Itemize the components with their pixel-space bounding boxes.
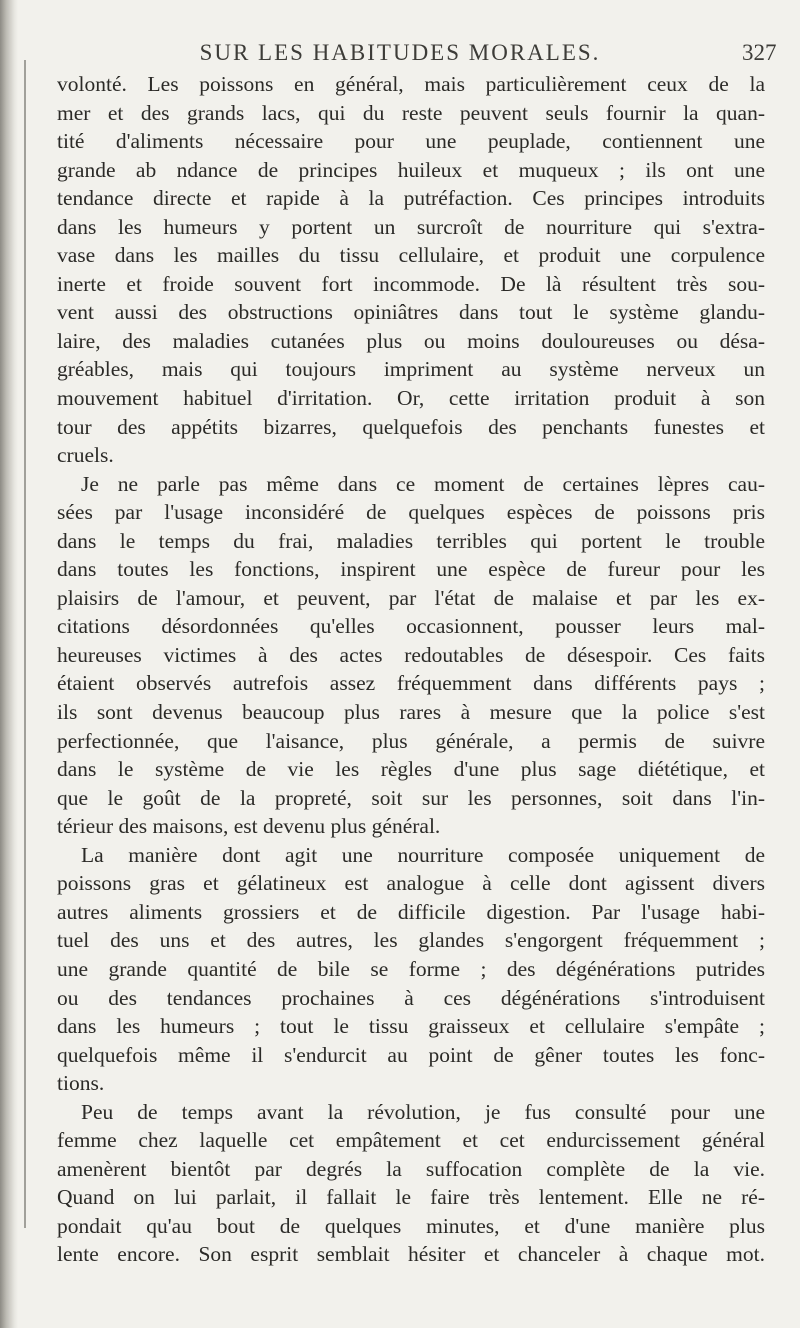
text-line: quelquefois même il s'endurcit au point de gêner toutes les fonc- xyxy=(57,1042,765,1067)
page-header xyxy=(0,40,800,72)
text-line: dans le système de vie les règles d'une plus sage diététique, et xyxy=(57,757,765,782)
text-line: heureuses victimes à des actes redoutables de désespoir. Ces faits xyxy=(57,642,765,667)
text-line: tour des appétits bizarres, quelquefois des penchants funestes et xyxy=(57,414,765,439)
text-line: volonté. Les poissons en général, mais particulièrement ceux de la xyxy=(57,72,765,96)
text-line: tité d'aliments nécessaire pour une peuplade, contiennent une xyxy=(57,129,765,154)
text-line: dans le temps du frai, maladies terribles qui portent le trouble xyxy=(57,528,765,553)
text-line: dans les humeurs ; tout le tissu graisseux et cellulaire s'empâte ; xyxy=(57,1014,765,1039)
text-line: poissons gras et gélatineux est analogue à celle dont agissent divers xyxy=(57,871,765,896)
text-line: perfectionnée, que l'aisance, plus générale, a permis de suivre xyxy=(57,728,765,753)
text-line: ils sont devenus beaucoup plus rares à mesure que la police s'est xyxy=(57,700,765,725)
text-line: inerte et froide souvent fort incommode. De là résultent très sou- xyxy=(57,271,765,296)
text-line: Peu de temps avant la révolution, je fus consulté pour une xyxy=(81,1099,765,1124)
text-line: femme chez laquelle cet empâtement et cet endurcissement général xyxy=(57,1128,765,1153)
text-line: tuel des uns et des autres, les glandes s'engorgent fréquemment ; xyxy=(57,928,765,953)
text-line: ou des tendances prochaines à ces dégénérations s'introduisent xyxy=(57,985,765,1010)
text-line: térieur des maisons, est devenu plus général. xyxy=(57,814,441,839)
text-line: La manière dont agit une nourriture composée uniquement de xyxy=(81,842,765,867)
text-line: dans toutes les fonctions, inspirent une espèce de fureur pour les xyxy=(57,557,765,582)
page-number: 327 xyxy=(742,40,777,65)
text-line: lente encore. Son esprit semblait hésiter et chanceler à chaque mot. xyxy=(57,1242,765,1267)
text-line: vent aussi des obstructions opiniâtres dans tout le système glandu- xyxy=(57,300,765,325)
text-line: cruels. xyxy=(57,443,114,468)
text-line: une grande quantité de bile se forme ; des dégénérations putrides xyxy=(57,956,765,981)
text-line: grande ab ndance de principes huileux et muqueux ; ils ont une xyxy=(57,157,765,182)
text-line: sées par l'usage inconsidéré de quelques espèces de poissons pris xyxy=(57,500,765,525)
text-line: que le goût de la propreté, soit sur les personnes, soit dans l'in- xyxy=(57,785,765,810)
page-binding-shadow xyxy=(0,0,18,1328)
text-line: vase dans les mailles du tissu cellulaire, et produit une corpulence xyxy=(57,243,765,268)
text-line: pondait qu'au bout de quelques minutes, et d'une manière plus xyxy=(57,1213,765,1238)
text-line: tions. xyxy=(57,1071,105,1096)
text-line: dans les humeurs y portent un surcroît de nourriture qui s'extra- xyxy=(57,214,765,239)
text-line: amenèrent bientôt par degrés la suffocation complète de la vie. xyxy=(57,1156,765,1181)
text-line: Quand on lui parlait, il fallait le faire très lentement. Elle ne ré- xyxy=(57,1185,765,1210)
page-binding-edge xyxy=(24,60,26,1228)
text-line: plaisirs de l'amour, et peuvent, par l'état de malaise et par les ex- xyxy=(57,585,765,610)
text-line: Je ne parle pas même dans ce moment de certaines lèpres cau- xyxy=(81,471,765,496)
text-line: mouvement habituel d'irritation. Or, cette irritation produit à son xyxy=(57,386,765,411)
text-body xyxy=(57,70,765,1269)
text-line: autres aliments grossiers et de difficile digestion. Par l'usage habi- xyxy=(57,899,765,924)
text-line: gréables, mais qui toujours impriment au système nerveux un xyxy=(57,357,765,382)
text-line: laire, des maladies cutanées plus ou moins douloureuses ou désa- xyxy=(57,328,765,353)
text-line: mer et des grands lacs, qui du reste peuvent seuls fournir la quan- xyxy=(57,100,765,125)
text-line: étaient observés autrefois assez fréquemment dans différents pays ; xyxy=(57,671,765,696)
text-line: citations désordonnées qu'elles occasionnent, pousser leurs mal- xyxy=(57,614,765,639)
running-head: SUR LES HABITUDES MORALES. xyxy=(199,40,601,65)
text-line: tendance directe et rapide à la putréfaction. Ces principes introduits xyxy=(57,186,765,211)
